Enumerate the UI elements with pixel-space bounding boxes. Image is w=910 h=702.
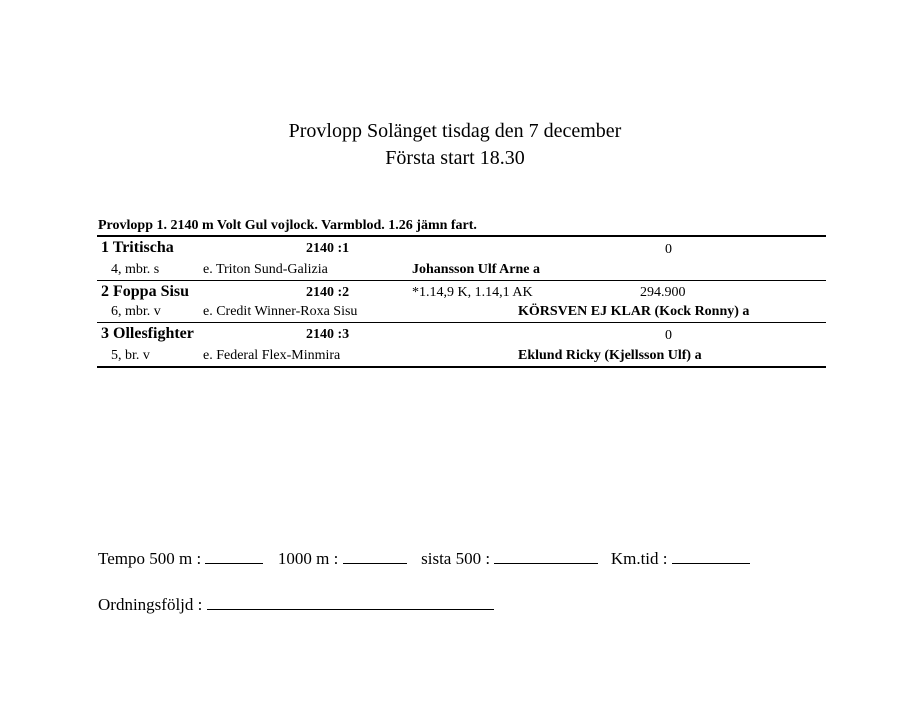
page-subtitle: Första start 18.30 — [385, 147, 525, 169]
horse-driver: Johansson Ulf Arne a — [412, 262, 540, 277]
horse-pedigree: e. Credit Winner-Roxa Sisu — [203, 304, 358, 319]
horse-post: 2140 :2 — [306, 285, 350, 300]
last-500-field[interactable] — [494, 547, 598, 564]
horse-pedigree: e. Triton Sund-Galizia — [203, 262, 328, 277]
horse-driver: KÖRSVEN EJ KLAR (Kock Ronny) a — [518, 304, 750, 319]
horse-pedigree: e. Federal Flex-Minmira — [203, 348, 341, 363]
horse-info: 6, mbr. v — [111, 304, 161, 319]
order-label: Ordningsföljd : — [98, 595, 203, 614]
horse-driver: Eklund Ricky (Kjellsson Ulf) a — [518, 348, 702, 363]
row-divider — [97, 280, 826, 281]
row-divider — [97, 322, 826, 323]
horse-earnings: 0 — [665, 328, 672, 343]
horse-earnings: 0 — [665, 242, 672, 257]
horse-post: 2140 :3 — [306, 327, 350, 342]
race-bottom-rule — [97, 366, 826, 368]
horse-record: *1.14,9 K, 1.14,1 AK — [412, 285, 533, 300]
horse-name: 1 Tritischa — [101, 239, 174, 256]
horse-earnings: 294.900 — [640, 285, 686, 300]
kmtid-label: Km.tid : — [610, 549, 668, 568]
horse-name: 2 Foppa Sisu — [101, 283, 190, 300]
page-title: Provlopp Solänget tisdag den 7 december — [288, 120, 622, 142]
horse-info: 4, mbr. s — [111, 262, 160, 277]
tempo-line — [98, 547, 750, 569]
order-field[interactable] — [207, 593, 494, 610]
horse-info: 5, br. v — [111, 348, 150, 363]
tempo-1000-field[interactable] — [343, 547, 407, 564]
kmtid-field[interactable] — [672, 547, 750, 564]
race-header: Provlopp 1. 2140 m Volt Gul vojlock. Varmblod. 1.26 jämn fart. — [98, 218, 477, 233]
race-header-rule — [97, 235, 826, 237]
order-line — [98, 593, 494, 615]
last-500-label: sista 500 : — [421, 549, 491, 568]
tempo-1000-label: 1000 m : — [277, 549, 339, 568]
horse-post: 2140 :1 — [306, 241, 350, 256]
tempo-500-field[interactable] — [205, 547, 263, 564]
tempo-500-label: Tempo 500 m : — [98, 549, 202, 568]
horse-name: 3 Ollesfighter — [101, 325, 194, 342]
